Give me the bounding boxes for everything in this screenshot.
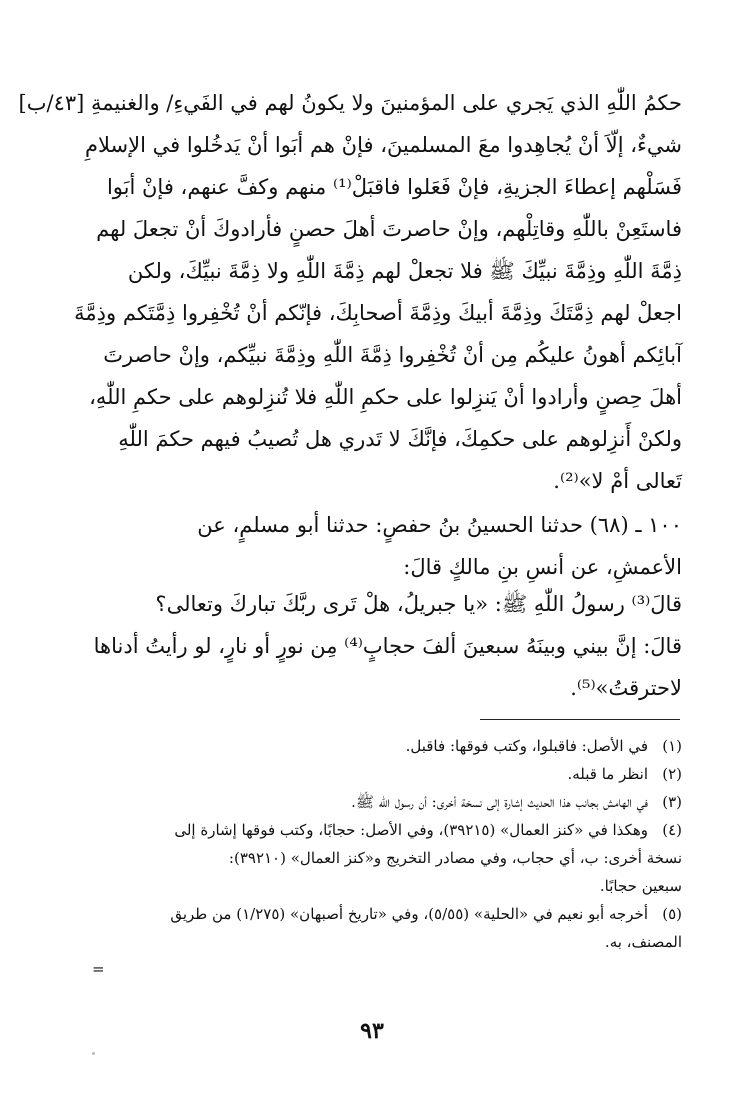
footnote-text: سبعين حجابًا. [599,877,682,895]
text-line: آبائِكم أهونُ عليكُم مِن أنْ تُخْفِروا ذِمَّةَ اللّٰهِ وذِمَّةَ نبيِّكم، وإنْ حاصرتَ [103,343,682,367]
text-line: ١٠٠ ـ (٦٨) حدثنا الحسينُ بنُ حفصٍ: حدثنا أبو مسلمٍ، عن [197,513,682,537]
hadith-isnad [62,504,682,588]
footnote-text: أخرجه أبو نعيم في «الحلية» (٥/٥٥)، وفي «تاريخ أصبهان» (١/٢٧٥) من طريق [170,905,648,923]
footnote-number: (٣) [662,793,682,811]
footnote-continuation [62,928,682,956]
scan-speck [92,1052,95,1055]
footnote-text: انظر ما قبله. [567,765,648,783]
text-line: اجعلْ لهم ذِمَّتَكَ وذِمَّةَ أبيكَ وذِمَّةَ أصحابِكَ، فإنّكم أنْ تُخْفِروا ذِمَّتَكم وذِمَّةَ [74,301,682,325]
footnote-number: (٢) [662,765,682,783]
text-line: الأعمشِ، عن أنسِ بنِ مالكٍ قالَ: [403,555,682,579]
footnote [62,732,682,760]
hadith-matn [62,583,682,709]
footnote [62,900,682,928]
footnote-number: (٤) [662,821,682,839]
footnote-text: في الأصل: فاقبلوا، وكتب فوقها: فاقبل. [405,737,648,755]
footnote [62,788,682,816]
footnote-number: (١) [662,737,682,755]
footnote-text: وهكذا في «كنز العمال» (٣٩٢١٥)، وفي الأصل: حجابًا، وكتب فوقها إشارة إلى [174,821,648,839]
text-line: أهلَ حِصنٍ وأرادوا أنْ يَنزِلوا على حكمِ اللّٰهِ فلا تُنزِلوهم على حكمِ اللّٰهِ، [89,385,682,409]
footnote-text: نسخة أخرى: ب، أي حجاب، وفي مصادر التخريج و«كنز العمال» (٣٩٢١٠): [228,849,682,867]
footnotes [62,732,682,956]
text-line: ذِمَّةَ اللّٰهِ وذِمَّةَ نبيِّكَ ﷺ فلا تجعلْ لهم ذِمَّةَ اللّٰهِ ولا ذِمَّةَ نبيِّكَ، ولكن [127,259,682,283]
text-line: تَعالى أمْ لا»⁽²⁾. [553,469,682,493]
text-line: لاحترقتُ»⁽⁵⁾. [570,676,682,700]
text-line: فَسَلْهم إعطاءَ الجزيةِ، فإنْ فَعَلوا فاقبَلْ⁽¹⁾ منهم وكفَّ عنهم، فإنْ أبَوا [106,175,682,199]
footnote-continuation [62,844,682,872]
text-line: حكمُ اللّٰهِ الذي يَجري على المؤمنينَ ولا يكونُ لهم في الفَيءِ/ والغنيمةِ [٤٣/ب] [18,91,682,115]
footnote-number: (٥) [662,905,682,923]
continuation-mark: = [92,960,105,978]
hadith-text-continued [18,82,682,502]
text-line: قالَ: إنَّ بيني وبينَهُ سبعينَ ألفَ حجابٍ⁽⁴⁾ مِن نورٍ أو نارٍ، لو رأيتُ أدناها [93,634,682,658]
footnote-text: المصنف، به. [604,933,682,951]
footnote-text: في الهامش بجانب هذا الحديث إشارة إلى نسخة أخرى: أن رسول الله ﷺ. [351,793,648,811]
footnote [62,816,682,844]
page-number: ٩٣ [360,1018,384,1044]
text-line: قالَ⁽³⁾ رسولُ اللّٰهِ ﷺ: «يا جبريلُ، هلْ تَرى ربَّكَ تباركَ وتعالى؟ [155,592,682,616]
footnote-separator [480,719,680,720]
text-line: ولكنْ أَنزِلوهم على حكمِكَ، فإنَّكَ لا تَدري هل تُصيبُ فيهم حكمَ اللّٰهِ [118,427,682,451]
text-line: شيءٌ، إلّاَ أنْ يُجاهِدوا معَ المسلمينَ، فإنْ هم أبَوا أنْ يَدخُلوا في الإسلامِ [84,133,682,157]
footnote [62,760,682,788]
text-line: فاستَعِنْ باللّٰهِ وقاتِلْهم، وإنْ حاصرتَ أهلَ حصنٍ فأرادوكَ أنْ تجعلَ لهم [96,217,682,241]
footnote-continuation [62,872,682,900]
